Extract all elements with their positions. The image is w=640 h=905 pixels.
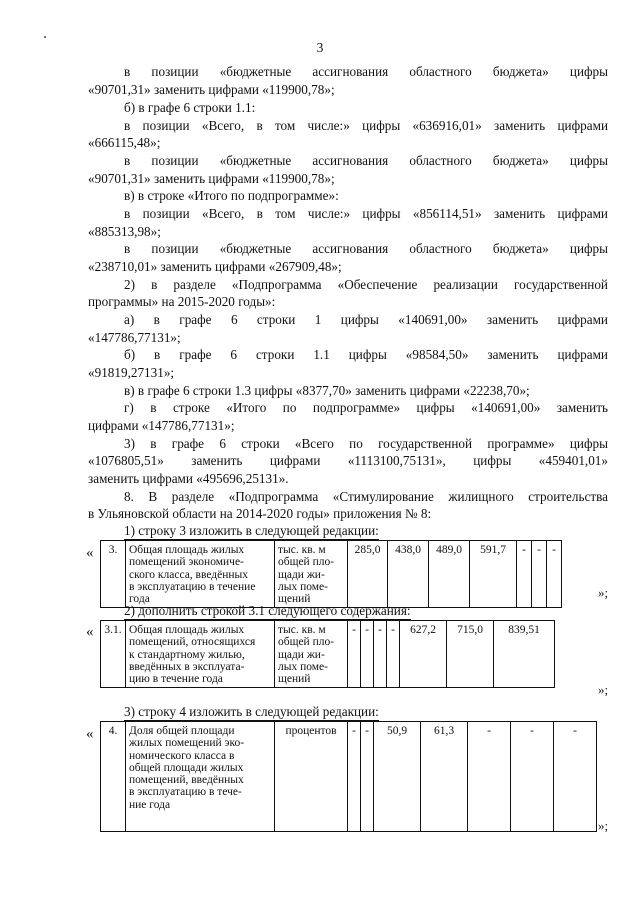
scan-speck — [44, 36, 46, 38]
cell-line: Общая площадь жилых — [129, 624, 245, 636]
row-unit — [275, 621, 348, 688]
text-line: «91819,27131»; — [88, 365, 175, 380]
cell-line: лых поме- — [278, 580, 328, 593]
text-line: «90701,31» заменить цифрами «119900,78»; — [88, 82, 335, 97]
text-line: 2) в разделе «Подпрограмма «Обеспечение реализации государственной — [124, 277, 608, 292]
text-line: б) в графе 6 строки 1.1 цифры «98584,50» заменить цифрами — [124, 347, 608, 362]
row-name — [126, 541, 275, 608]
subheading: 2) дополнить строкой 3.1 следующего содержания: — [124, 603, 411, 618]
value-cell: 285,0 — [348, 541, 388, 608]
value-cell: 715,0 — [447, 621, 494, 688]
text-line: в) в графе 6 строки 1.3 цифры «8377,70» заменить цифрами «22238,70»; — [124, 383, 530, 398]
value-cell: 489,0 — [429, 541, 470, 608]
row-number: 3.1. — [101, 621, 126, 688]
cell-line: цию в течение года — [129, 673, 223, 686]
value-cell: - — [511, 722, 554, 832]
text-line: в позиции «Всего, в том числе:» цифры «856114,51» заменить цифрами — [124, 206, 608, 221]
close-quote: »; — [598, 682, 609, 697]
value-cell: 50,9 — [374, 722, 421, 832]
cell-line: ние года — [129, 798, 171, 811]
row-number: 4. — [101, 722, 126, 832]
row-number: 3. — [101, 541, 126, 608]
cell-line: года — [129, 593, 150, 606]
cell-line: лых поме- — [278, 660, 328, 673]
cell-line: процентов — [285, 725, 337, 737]
value-cell: - — [547, 541, 562, 608]
cell-line: щений — [278, 593, 311, 606]
text-line: б) в графе 6 строки 1.1: — [124, 100, 256, 115]
cell-line: помещений, введённых — [129, 774, 244, 787]
cell-line: Общая площадь жилых — [129, 544, 245, 556]
cell-line: ского класса, введённых — [129, 568, 249, 581]
page-number: 3 — [316, 40, 324, 55]
row-name — [126, 621, 275, 688]
text-line: заменить цифрами «495696,25131». — [88, 471, 289, 486]
row-table — [100, 620, 555, 688]
cell-line: общей пло- — [278, 556, 335, 569]
value-cell: - — [554, 722, 597, 832]
cell-line: общей пло- — [278, 636, 335, 649]
cell-line: в эксплуатацию в течение — [129, 580, 256, 593]
row-name — [126, 722, 275, 832]
cell-line: тыс. кв. м — [278, 544, 326, 556]
subheading: 3) строку 4 изложить в следующей редакции: — [124, 704, 379, 719]
text-line: «90701,31» заменить цифрами «119900,78»; — [88, 171, 335, 186]
text-line: «147786,77131»; — [88, 330, 181, 345]
cell-line: помещений, относящихся — [129, 636, 256, 649]
text-line: а) в графе 6 строки 1 цифры «140691,00» заменить цифрами — [124, 312, 608, 327]
cell-line: щений — [278, 673, 311, 686]
row-unit — [275, 541, 348, 608]
value-cell: - — [374, 621, 387, 688]
value-cell: 61,3 — [421, 722, 468, 832]
open-quote: « — [86, 726, 94, 742]
text-line: «1076805,51» заменить цифрами «1113100,75131», цифры «459401,01» — [88, 453, 608, 468]
text-line: в Ульяновской области на 2014-2020 годы» приложения № 8: — [88, 506, 432, 521]
cell-line: щади жи- — [278, 648, 325, 661]
cell-line: помещений экономиче- — [129, 556, 244, 569]
cell-line: общей площади жилых — [129, 761, 244, 774]
value-cell: 839,51 — [494, 621, 555, 688]
cell-line: номического класса в — [129, 749, 235, 762]
text-line: «666115,48»; — [88, 135, 161, 150]
text-line: 8. В разделе «Подпрограмма «Стимулирование жилищного строительства — [124, 489, 608, 504]
value-cell: 591,7 — [470, 541, 517, 608]
text-line: в позиции «Всего, в том числе:» цифры «636916,01» заменить цифрами — [124, 118, 608, 133]
value-cell: - — [387, 621, 400, 688]
cell-line: тыс. кв. м — [278, 624, 326, 636]
text-line: цифрами «147786,77131»; — [88, 418, 235, 433]
text-line: 3) в графе 6 строки «Всего по государственной программе» цифры — [124, 436, 608, 451]
text-line: «238710,01» заменить цифрами «267909,48»; — [88, 259, 342, 274]
value-cell: - — [361, 722, 374, 832]
open-quote: « — [86, 624, 94, 640]
value-cell: 438,0 — [388, 541, 429, 608]
value-cell: - — [468, 722, 511, 832]
text-line: программы» на 2015-2020 годы»: — [88, 294, 276, 309]
cell-line: к стандартному жилью, — [129, 648, 245, 661]
value-cell: - — [532, 541, 547, 608]
value-cell: - — [361, 621, 374, 688]
cell-line: в эксплуатацию в тече- — [129, 786, 242, 799]
open-quote: « — [86, 545, 94, 561]
value-cell: - — [348, 722, 361, 832]
table-row — [101, 722, 597, 832]
close-quote: »; — [598, 818, 609, 833]
text-line: «885313,98»; — [88, 224, 161, 239]
value-cell: - — [348, 621, 361, 688]
subheading: 1) строку 3 изложить в следующей редакции: — [124, 523, 379, 538]
row-unit — [275, 722, 348, 832]
cell-line: введённых в эксплуата- — [129, 660, 245, 673]
value-cell: 627,2 — [400, 621, 447, 688]
table-row — [101, 621, 555, 688]
text-line: в позиции «бюджетные ассигнования областного бюджета» цифры — [124, 64, 608, 79]
cell-line: жилых помещений эко- — [129, 737, 245, 750]
value-cell: - — [517, 541, 532, 608]
text-line: в позиции «бюджетные ассигнования областного бюджета» цифры — [124, 241, 608, 256]
row-table — [100, 721, 597, 832]
cell-line: Доля общей площади — [129, 725, 235, 737]
cell-line: щади жи- — [278, 568, 325, 581]
row-table — [100, 540, 562, 608]
text-line: в позиции «бюджетные ассигнования областного бюджета» цифры — [124, 153, 608, 168]
close-quote: »; — [598, 585, 609, 600]
text-line: в) в строке «Итого по подпрограмме»: — [124, 188, 339, 203]
text-line: г) в строке «Итого по подпрограмме» цифры «140691,00» заменить — [124, 400, 608, 415]
table-row — [101, 541, 562, 608]
